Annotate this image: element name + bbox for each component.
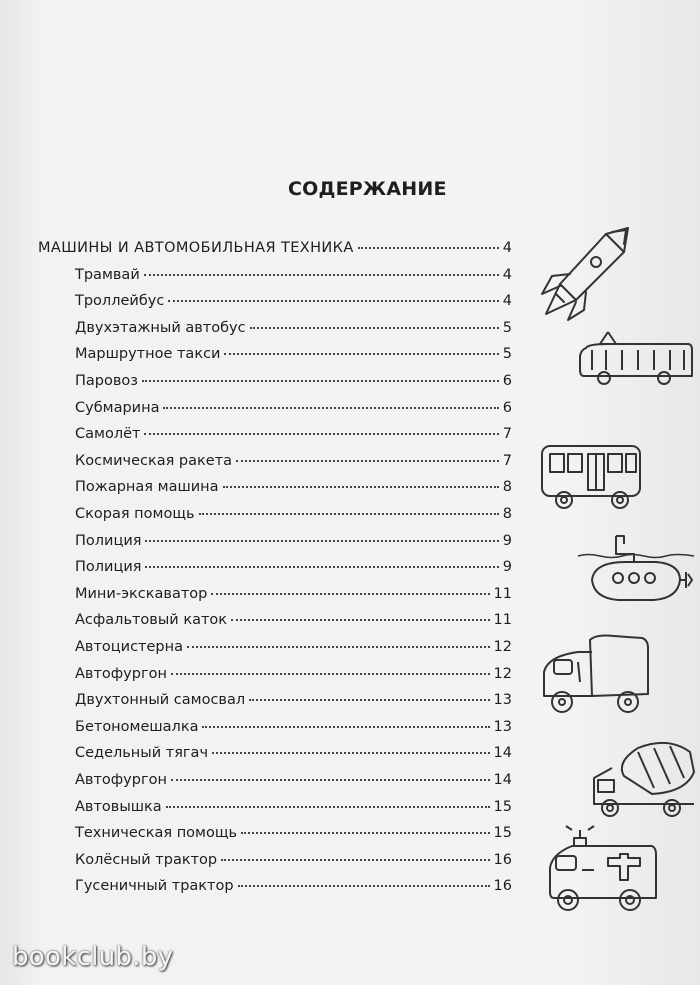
toc-entry xyxy=(75,506,512,530)
submarine-icon xyxy=(576,534,698,612)
toc-entry-label: Бетономешалка xyxy=(75,718,199,735)
toc-entry xyxy=(75,479,512,503)
toc-entry-page-number: 5 xyxy=(502,346,512,363)
toc-entry-page-number: 11 xyxy=(493,585,512,602)
toc-entry-page-number: 8 xyxy=(502,506,512,522)
toc-entry xyxy=(75,825,512,849)
toc-entry-page-number: 11 xyxy=(493,612,512,629)
dot-leader xyxy=(236,460,499,462)
toc-section-entry xyxy=(38,240,512,264)
rocket-icon xyxy=(536,222,636,328)
toc-entry-page-number: 7 xyxy=(502,452,512,469)
dot-leader xyxy=(166,806,490,808)
toc-entry xyxy=(75,586,512,610)
toc-entry xyxy=(75,453,512,477)
dot-leader xyxy=(223,486,499,488)
dot-leader xyxy=(238,885,490,887)
toc-entry-label: Автофургон xyxy=(75,665,167,682)
toc-entry-label: Полиция xyxy=(75,532,142,549)
bus-icon xyxy=(540,440,644,516)
toc-entry xyxy=(75,559,512,583)
toc-entry xyxy=(75,293,512,317)
toc-entry-page-number: 5 xyxy=(502,319,512,336)
dot-leader xyxy=(199,513,499,515)
toc-entry-label: МАШИНЫ И АВТОМОБИЛЬНАЯ ТЕХНИКА xyxy=(38,240,354,256)
toc-entry-label: Автоцистерна xyxy=(75,639,183,655)
toc-entry xyxy=(75,719,512,743)
dot-leader xyxy=(358,247,499,249)
toc-entry-page-number: 4 xyxy=(502,266,512,283)
toc-entry-label: Двухтонный самосвал xyxy=(75,692,246,709)
dot-leader xyxy=(249,699,489,701)
toc-entry-page-number: 12 xyxy=(493,639,512,655)
toc-entry xyxy=(75,639,512,663)
dot-leader xyxy=(163,407,498,409)
dot-leader xyxy=(231,619,489,621)
dot-leader xyxy=(142,380,499,382)
toc-entry-page-number: 9 xyxy=(502,532,512,549)
page-title: СОДЕРЖАНИЕ xyxy=(288,178,447,200)
toc-entry xyxy=(75,692,512,716)
toc-entry-page-number: 14 xyxy=(493,745,512,762)
dot-leader xyxy=(211,593,489,595)
dot-leader xyxy=(144,433,498,435)
toc-entry-label: Двухэтажный автобус xyxy=(75,319,246,336)
toc-entry xyxy=(75,852,512,876)
dot-leader xyxy=(144,274,499,276)
toc-entry-page-number: 6 xyxy=(502,373,512,389)
toc-entry-page-number: 13 xyxy=(493,718,512,735)
tram-icon xyxy=(578,330,696,388)
toc-entry-label: Автофургон xyxy=(75,772,167,788)
dot-leader xyxy=(187,646,490,648)
toc-entry xyxy=(75,612,512,636)
toc-entry xyxy=(75,346,512,370)
toc-entry xyxy=(75,400,512,424)
toc-entry-label: Троллейбус xyxy=(75,293,165,310)
toc-entry-label: Маршрутное такси xyxy=(75,346,221,363)
dot-leader xyxy=(212,752,490,754)
toc-entry-label: Седельный тягач xyxy=(75,745,209,762)
toc-entry-label: Пожарная машина xyxy=(75,479,219,496)
toc-entry-page-number: 16 xyxy=(493,878,512,895)
toc-entry-label: Самолёт xyxy=(75,426,141,443)
toc-entry-label: Трамвай xyxy=(75,266,140,283)
toc-entry xyxy=(75,267,512,291)
toc-entry-page-number: 14 xyxy=(493,772,512,788)
toc-entry-label: Мини-экскаватор xyxy=(75,585,208,602)
toc-entry-page-number: 9 xyxy=(502,559,512,576)
toc-entry-page-number: 12 xyxy=(493,665,512,682)
toc-entry-page-number: 15 xyxy=(493,825,512,842)
toc-entry-page-number: 13 xyxy=(493,692,512,709)
toc-entry xyxy=(75,373,512,397)
toc-entry-page-number: 7 xyxy=(502,426,512,443)
dot-leader xyxy=(250,327,499,329)
toc-entry-label: Космическая ракета xyxy=(75,452,233,469)
dot-leader xyxy=(168,300,498,302)
toc-entry-page-number: 15 xyxy=(493,798,512,815)
toc-entry-label: Субмарина xyxy=(75,399,160,416)
dot-leader xyxy=(221,859,489,861)
toc-entry xyxy=(75,799,512,823)
watermark: bookclub.by xyxy=(12,942,174,972)
toc-entry-label: Колёсный трактор xyxy=(75,851,218,868)
toc-entry xyxy=(75,320,512,344)
toc-entry xyxy=(75,772,512,796)
toc-entry-label: Асфальтовый каток xyxy=(75,612,228,629)
dot-leader xyxy=(145,566,498,568)
dot-leader xyxy=(241,832,489,834)
toc-entry xyxy=(75,533,512,557)
toc-entry-label: Техническая помощь xyxy=(75,825,238,842)
toc-entry-label: Автовышка xyxy=(75,798,162,815)
toc-entry xyxy=(75,426,512,450)
concrete-mixer-icon xyxy=(590,738,698,820)
toc-entry-label: Гусеничный трактор xyxy=(75,878,234,895)
dot-leader xyxy=(224,353,498,355)
toc-entry-page-number: 16 xyxy=(493,851,512,868)
toc-entry-label: Полиция xyxy=(75,559,142,576)
toc-entry-page-number: 8 xyxy=(502,479,512,496)
toc-entry-page-number: 6 xyxy=(502,399,512,416)
toc-entry-label: Паровоз xyxy=(75,373,138,389)
dot-leader xyxy=(145,540,498,542)
toc-entry-page-number: 4 xyxy=(502,293,512,310)
toc-entry xyxy=(75,666,512,690)
toc-entry xyxy=(75,745,512,769)
toc-entry-label: Скорая помощь xyxy=(75,506,195,522)
toc-entry-page-number: 4 xyxy=(502,240,512,256)
dot-leader xyxy=(171,673,490,675)
dot-leader xyxy=(202,726,489,728)
ambulance-icon xyxy=(548,824,658,916)
dot-leader xyxy=(171,779,490,781)
toc-entry xyxy=(75,878,512,902)
truck-icon xyxy=(540,632,654,720)
